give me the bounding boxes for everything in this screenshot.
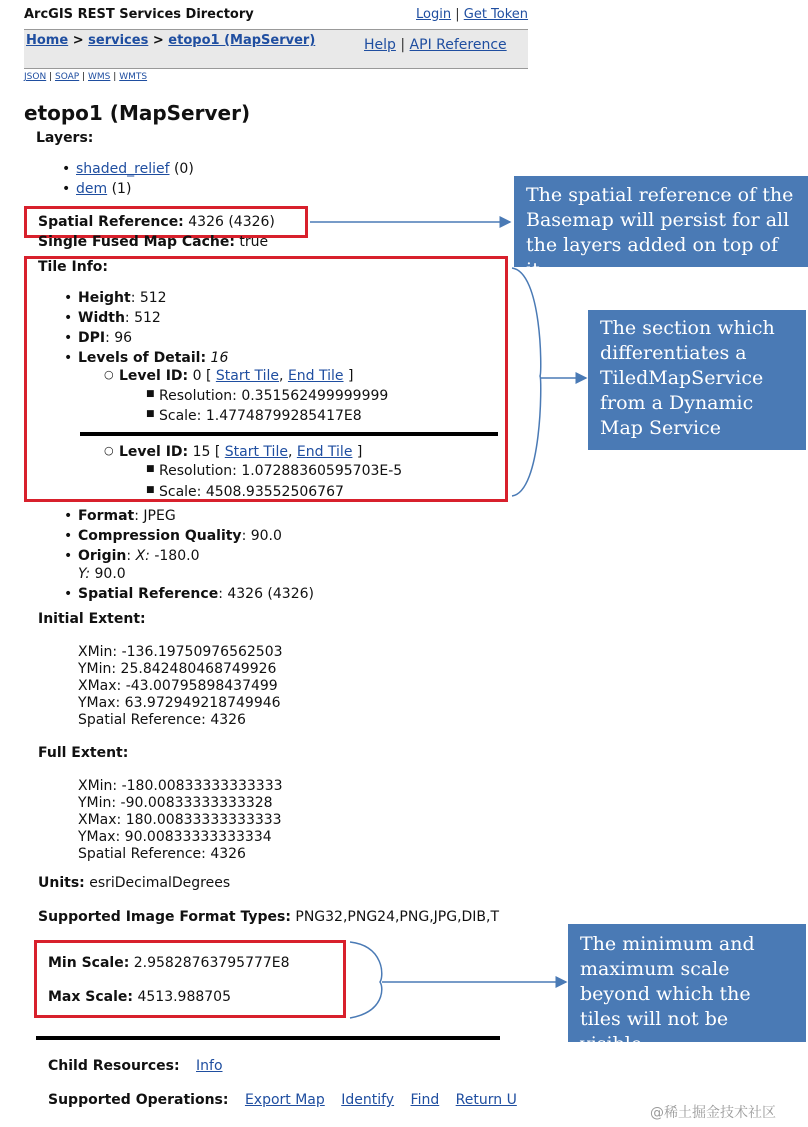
level-close-bracket: ] <box>347 368 354 384</box>
return-updates-link[interactable]: Return U <box>455 1092 517 1108</box>
tile-format-label: Format <box>78 508 135 524</box>
full-extent-label: Full Extent: <box>38 745 129 761</box>
format-separator: | <box>113 72 117 82</box>
tile-spatial-reference-value: : 4326 (4326) <box>218 586 314 602</box>
initial-extent-label: Initial Extent: <box>38 611 146 627</box>
end-tile-link[interactable]: End Tile <box>296 444 353 460</box>
max-scale-label: Max Scale: <box>48 989 134 1005</box>
tile-origin-colon: : <box>126 548 132 564</box>
help-separator: | <box>400 37 406 53</box>
origin-y-value: 90.0 <box>94 566 126 582</box>
single-fused-label: Single Fused Map Cache: <box>38 234 235 250</box>
origin-y-label: Y: <box>78 566 91 582</box>
full-extent-spatial-reference: Spatial Reference: 4326 <box>78 846 246 862</box>
tile-info-label: Tile Info: <box>38 259 108 275</box>
units-label: Units: <box>38 875 85 891</box>
single-fused-value: true <box>239 234 269 250</box>
wmts-link[interactable]: WMTS <box>119 72 148 82</box>
level-15-resolution: ■ Resolution: 1.07288360595703E-5 <box>159 463 402 479</box>
format-separator: | <box>49 72 53 82</box>
breadcrumb-current[interactable]: etopo1 (MapServer) <box>168 33 316 48</box>
origin-x-label: X: <box>135 548 150 564</box>
header-separator: | <box>455 7 460 22</box>
initial-extent-ymax: YMax: 63.972949218749946 <box>78 695 281 711</box>
full-extent-xmin: XMin: -180.00833333333333 <box>78 778 283 794</box>
level-close-bracket: ] <box>356 444 363 460</box>
tile-height-value: : 512 <box>130 290 167 306</box>
spatial-reference-callout: The spatial reference of the Basemap will persist for all the layers added on top of it <box>514 176 808 267</box>
full-extent-ymax: YMax: 90.00833333333334 <box>78 829 272 845</box>
units-value: esriDecimalDegrees <box>89 875 231 891</box>
page-title: etopo1 (MapServer) <box>24 101 251 125</box>
level-15-scale: ■ Scale: 4508.93552506767 <box>159 484 344 500</box>
tile-width-value: : 512 <box>124 310 161 326</box>
tile-dpi-label: DPI <box>78 330 106 346</box>
tiled-service-callout: The section which differentiates a TiledMapService from a Dynamic Map Service <box>588 310 806 450</box>
end-tile-link[interactable]: End Tile <box>287 368 344 384</box>
start-tile-link[interactable]: Start Tile <box>215 368 280 384</box>
spatial-reference-value: 4326 (4326) <box>188 214 275 230</box>
tile-width-label: Width <box>78 310 125 326</box>
initial-extent-xmin: XMin: -136.19750976562503 <box>78 644 283 660</box>
tile-dpi-value: : 96 <box>105 330 133 346</box>
initial-extent-xmax: XMax: -43.00795898437499 <box>78 678 278 694</box>
tile-origin-label: Origin <box>78 548 127 564</box>
min-scale-value: 2.95828763795777E8 <box>133 955 290 971</box>
layer-count: (0) <box>173 161 194 177</box>
api-reference-link[interactable]: API Reference <box>409 37 507 53</box>
breadcrumb-arrow: > <box>152 33 164 48</box>
level-id-label: Level ID: <box>119 444 189 460</box>
level-0-scale: ■ Scale: 1.47748799285417E8 <box>159 408 362 424</box>
tile-height-label: Height <box>78 290 131 306</box>
watermark: @稀土掘金技术社区 <box>650 1105 776 1121</box>
identify-link[interactable]: Identify <box>341 1092 395 1108</box>
breadcrumb-services[interactable]: services <box>88 33 149 48</box>
breadcrumb-arrow: > <box>72 33 84 48</box>
full-extent-xmax: XMax: 180.00833333333333 <box>78 812 282 828</box>
level-id-label: Level ID: <box>119 368 189 384</box>
breadcrumb-home[interactable]: Home <box>26 33 69 48</box>
link-comma: , <box>287 444 293 460</box>
image-format-types-value: PNG32,PNG24,PNG,JPG,DIB,T <box>295 909 500 925</box>
format-separator: | <box>82 72 86 82</box>
spatial-reference-label: Spatial Reference: <box>38 214 184 230</box>
link-comma: , <box>279 368 284 384</box>
level-id-value: 0 [ <box>192 368 212 384</box>
json-link[interactable]: JSON <box>24 72 47 82</box>
min-scale-label: Min Scale: <box>48 955 130 971</box>
tile-info-brace <box>512 268 541 496</box>
info-link[interactable]: Info <box>196 1058 223 1074</box>
app-title: ArcGIS REST Services Directory <box>24 7 254 22</box>
tile-spatial-reference-label: Spatial Reference <box>78 586 219 602</box>
initial-extent-spatial-reference: Spatial Reference: 4326 <box>78 712 246 728</box>
layer-count: (1) <box>111 181 132 197</box>
start-tile-link[interactable]: Start Tile <box>224 444 288 460</box>
level-id-value: 15 [ <box>192 444 221 460</box>
initial-extent-ymin: YMin: 25.842480468749926 <box>78 661 277 677</box>
supported-operations-label: Supported Operations: <box>48 1092 229 1108</box>
max-scale-value: 4513.988705 <box>137 989 231 1005</box>
full-extent-ymin: YMin: -90.00833333333328 <box>78 795 273 811</box>
wms-link[interactable]: WMS <box>88 72 111 82</box>
level-0-resolution: ■ Resolution: 0.351562499999999 <box>159 388 388 404</box>
scale-callout: The minimum and maximum scale beyond which the tiles will not be visible <box>568 924 806 1042</box>
login-link[interactable]: Login <box>416 7 452 22</box>
layer-link-shaded-relief[interactable]: shaded_relief <box>76 161 170 177</box>
compression-quality-value: : 90.0 <box>241 528 282 544</box>
compression-quality-label: Compression Quality <box>78 528 242 544</box>
get-token-link[interactable]: Get Token <box>463 7 529 22</box>
soap-link[interactable]: SOAP <box>54 72 80 82</box>
origin-x-value: -180.0 <box>154 548 200 564</box>
layers-label: Layers: <box>36 130 94 146</box>
scale-brace <box>350 942 382 1018</box>
tile-format-value: : JPEG <box>134 508 176 524</box>
levels-of-detail-value: 16 <box>210 350 229 366</box>
find-link[interactable]: Find <box>410 1092 440 1108</box>
layer-link-dem[interactable]: dem <box>76 181 108 197</box>
help-link[interactable]: Help <box>364 37 396 53</box>
child-resources-label: Child Resources: <box>48 1058 180 1074</box>
levels-of-detail-label: Levels of Detail: <box>78 350 207 366</box>
export-map-link[interactable]: Export Map <box>244 1092 325 1108</box>
image-format-types-label: Supported Image Format Types: <box>38 909 291 925</box>
